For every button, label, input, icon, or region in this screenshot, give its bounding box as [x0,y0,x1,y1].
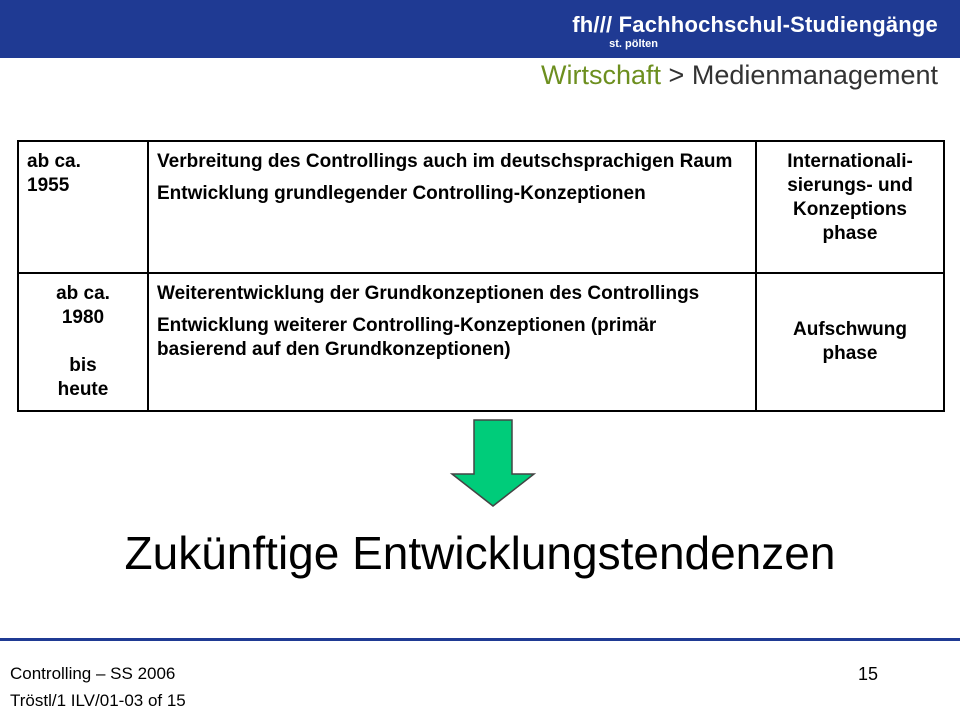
phase-cell: Internationali- sierungs- und Konzeptions phase [756,141,944,273]
down-arrow-icon [448,418,538,508]
timeline-table [17,140,945,412]
page-heading: Zukünftige Entwicklungstendenzen [124,527,836,579]
era-cell: ab ca. 1955 [18,141,148,273]
footer-course: Controlling – SS 2006 [10,664,176,683]
department-label [541,60,938,91]
footer-info [10,660,186,714]
dept-separator: > [668,60,685,90]
era-cell: ab ca. 1980 bis heute [18,273,148,411]
page-number: 15 [858,664,879,684]
footer-author: Tröstl/1 ILV/01-03 of 15 [10,691,186,710]
table-row [18,273,944,411]
phase-cell: Aufschwung phase [756,273,944,411]
brand-subtitle: st. pölten [609,38,658,50]
dept-main: Wirtschaft [541,60,662,90]
brand-logo-text: fh/// Fachhochschul-Studiengänge [572,12,938,37]
footer-divider [0,638,960,641]
description-cell: Verbreitung des Controllings auch im deutschsprachigen Raum Entwicklung grundlegender Controlling-Konzeptionen [148,141,756,273]
header-bar [0,0,960,58]
description-cell: Weiterentwicklung der Grundkonzeptionen des Controllings Entwicklung weiterer Controlling-Konzeptionen (primär basierend auf den Grundkonzeptionen) [148,273,756,411]
table-row [18,141,944,273]
dept-sub: Medienmanagement [691,60,938,90]
